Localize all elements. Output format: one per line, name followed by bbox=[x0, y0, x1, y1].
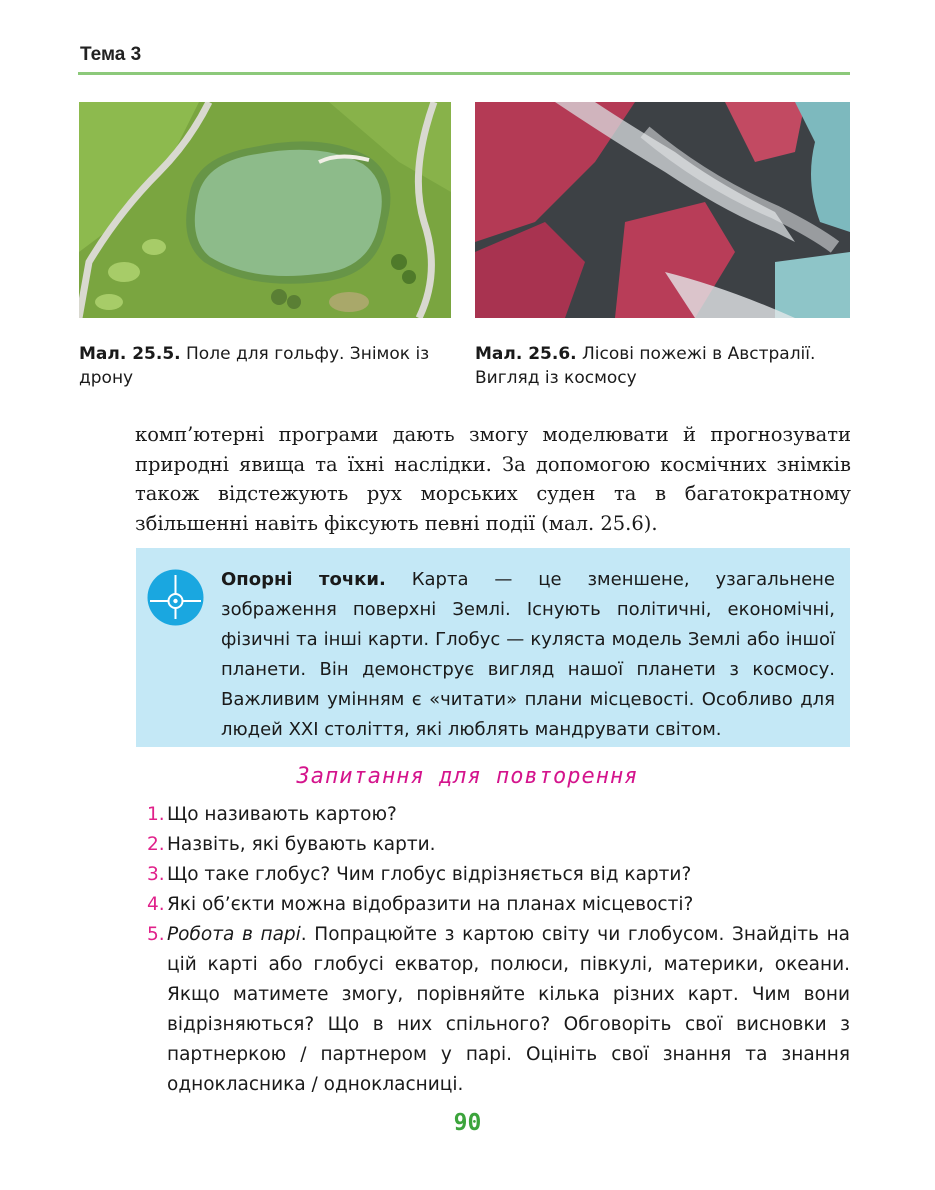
question-text: Що таке глобус? Чим глобус відрізняється від карти? bbox=[167, 864, 692, 885]
figure-caption-25-6 bbox=[475, 342, 850, 390]
section-header: Тема 3 bbox=[80, 44, 142, 65]
key-points-label: Опорні точки. bbox=[221, 569, 386, 590]
question-text: . Попрацюйте з картою світу чи глобусом. Знайдіть на цій карті або глобусі екватор, полюси, півкулі, материки, океани. Якщо матимете змогу, порівняйте кілька різних карт. Чим вони відрізняються? Що в них спільного? Обговоріть свої висновки з партнеркою / партнером у парі. Оцініть свої знання та знання однокласника / однокласниці. bbox=[167, 924, 850, 1095]
questions-heading: Запитання для повторення bbox=[296, 764, 639, 789]
question-item bbox=[147, 920, 850, 1100]
figure-caption-text: Лісові пожежі в Австралії. Вигляд із космосу bbox=[475, 344, 816, 388]
forest-fire-satellite-photo bbox=[475, 102, 850, 318]
golf-course-photo bbox=[79, 102, 451, 318]
figure-label: Мал. 25.6. bbox=[475, 344, 577, 364]
question-text: Які об’єкти можна відобразити на планах місцевості? bbox=[167, 894, 694, 915]
question-emphasis: Робота в парі bbox=[167, 924, 301, 945]
question-number: 5. bbox=[147, 924, 165, 945]
key-points-body: Карта — це зменшене, узагальнене зображення поверхні Землі. Існують політичні, економічні, фізичні та інші карти. Глобус — куляста модель Землі або іншої планети. Він демонструє вигляд нашої планети з космосу. Важливим умінням є «читати» плани місцевості. Особливо для людей XXI століття, які люблять мандрувати світом. bbox=[221, 569, 836, 740]
body-paragraph: комп’ютерні програми дають змогу моделювати й прогнозувати природні явища та їхні наслідки. За допомогою космічних знімків також відстежують рух морських суден та в багатократному збільшенні навіть фіксують певні події (мал. 25.6). bbox=[135, 423, 851, 535]
target-icon bbox=[147, 569, 204, 626]
figure-caption-text: Поле для гольфу. Знімок із дрону bbox=[79, 344, 430, 388]
figure-label: Мал. 25.5. bbox=[79, 344, 181, 364]
question-number: 1. bbox=[147, 804, 165, 825]
question-text: Назвіть, які бувають карти. bbox=[167, 834, 436, 855]
key-points-text bbox=[221, 565, 835, 745]
question-number: 3. bbox=[147, 864, 165, 885]
page-number: 90 bbox=[453, 1110, 482, 1136]
questions-list bbox=[147, 800, 850, 1100]
figure-caption-25-5 bbox=[79, 342, 454, 390]
question-text: Що називають картою? bbox=[167, 804, 397, 825]
header-divider bbox=[78, 72, 850, 75]
question-item bbox=[147, 830, 850, 860]
question-number: 4. bbox=[147, 894, 165, 915]
question-number: 2. bbox=[147, 834, 165, 855]
question-item bbox=[147, 860, 850, 890]
question-item bbox=[147, 890, 850, 920]
question-item bbox=[147, 800, 850, 830]
